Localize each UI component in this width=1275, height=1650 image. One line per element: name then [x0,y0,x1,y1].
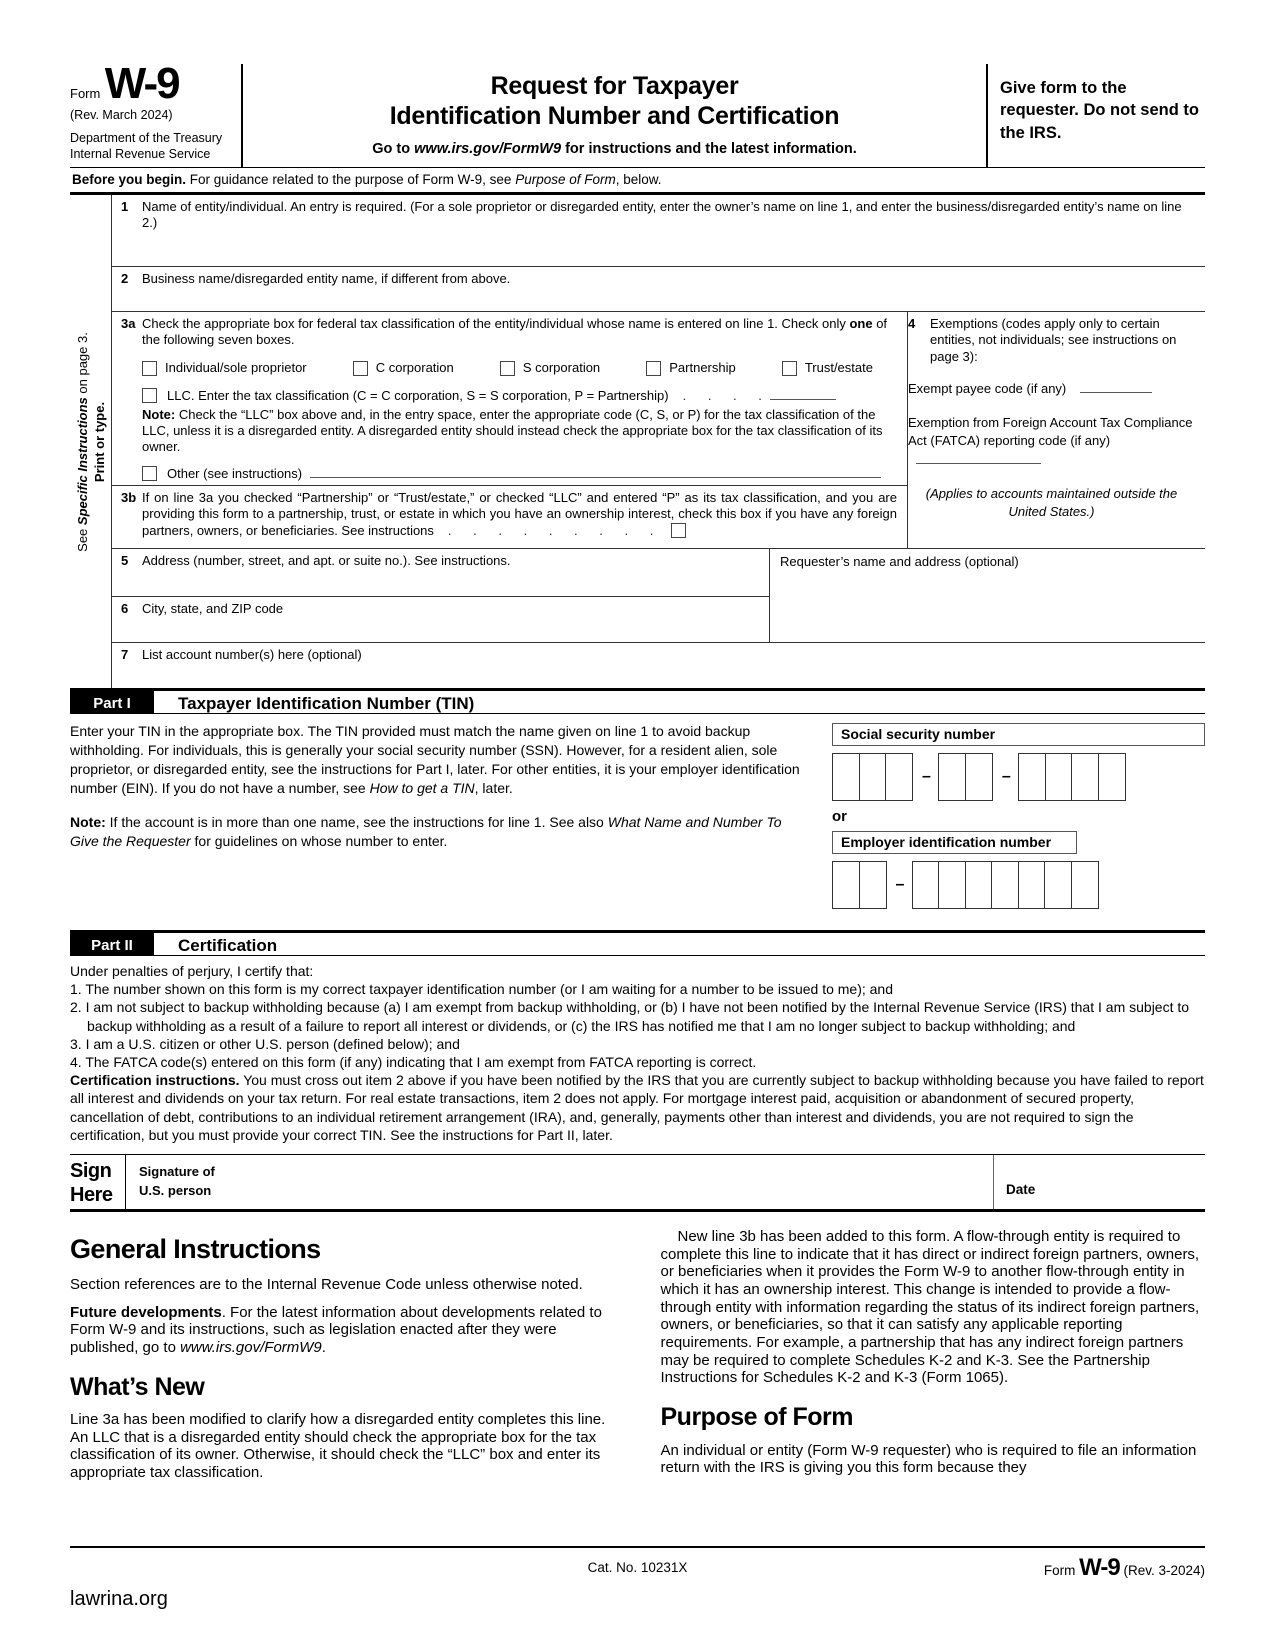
llc-option-row [142,387,897,404]
sidebar-specific-instructions: Specific Instructions [74,396,90,525]
s-corporation-checkbox[interactable] [500,361,515,376]
fatca-row [908,414,1195,471]
option-partnership [646,360,735,376]
line3a-intro-suffix: of the following seven boxes. [142,316,888,348]
give-form-notice: Give form to the requester. Do not send to the IRS. [1000,79,1199,142]
line2-label: Business name/disregarded entity name, if different from above. [142,271,511,287]
other-option-row [142,465,897,482]
print-or-type-sidebar [70,195,112,688]
site-watermark: lawrina.org [70,1588,168,1610]
option-trust-estate [782,360,873,376]
line1-number: 1 [121,199,129,215]
certification-item-4: 4. The FATCA code(s) entered on this form (if any) indicating that I am exempt from FATCA reporting is correct. [70,1054,757,1071]
footer-form-number: W-9 [1079,1554,1120,1581]
certification-item-1: 1. The number shown on this form is my correct taxpayer identification number (or I am waiting for a number to be issued to me); and [70,981,894,998]
part1-paragraph-italic: How to get a TIN [369,780,475,797]
signature-label-line1: Signature of [139,1163,215,1179]
ssn-digit-cell[interactable] [1071,753,1099,801]
goto-suffix: for instructions and the latest information. [561,141,857,157]
future-developments-url: www.irs.gov/FormW9 [180,1338,322,1356]
field-row-6 [112,597,769,642]
ssn-digit-cell[interactable] [965,753,993,801]
requester-label: Requester’s name and address (optional) [780,554,1019,570]
irs-url: www.irs.gov/FormW9 [414,141,562,157]
whats-new-paragraph: Line 3a has been modified to clarify how a disregarded entity completes this line. An LLC that is a disregarded entity should check the appropriate box for the tax classification of its owner. Otherwise, it should check the “LLC” box and enter its appropriate tax classification. [70,1411,606,1482]
tax-classification-options [142,349,897,376]
part1-paragraph-text: Enter your TIN in the appropriate box. The TIN provided must match the name given on line 1 to avoid backup withholding. For individuals, this is generally your social security number (SSN). However, for a resident alien, sole proprietor, or disregarded entity, see the instructions for Part I, later. For other entities, it is your employer identification number (EIN). If you do not have a number, see [70,723,800,797]
fatca-entry-space[interactable] [916,451,1041,464]
line2-number: 2 [121,271,129,287]
part1-title: Taxpayer Identification Number (TIN) [178,694,475,714]
option-partnership-label: Partnership [669,359,736,375]
certification-instructions [70,1071,1205,1144]
ein-boxes [832,861,1205,909]
instructions-left-column [70,1228,615,1492]
line7-number: 7 [121,647,129,663]
part2-badge: Part II [70,933,154,955]
goto-instruction [257,141,972,157]
or-label: or [832,808,847,826]
form-revision: (Rev. March 2024) [70,107,173,122]
part2-title: Certification [178,936,278,956]
option-c-corporation [353,360,454,376]
agency-label: Internal Revenue Service [70,146,211,161]
instructions-section [70,1228,1205,1492]
certification-intro: Under penalties of perjury, I certify that: [70,963,314,980]
classification-column [112,312,908,548]
footer-revision: (Rev. 3-2024) [1123,1563,1205,1578]
ein-digit-cell[interactable] [938,861,966,909]
individual-checkbox[interactable] [142,361,157,376]
before-bold: Before you begin. [72,172,187,188]
ssn-digit-cell[interactable] [885,753,913,801]
catalog-number: Cat. No. 10231X [587,1560,688,1575]
line1-cell [142,195,1205,266]
sidebar-see-suffix: on page 3. [74,331,90,397]
part2-body [70,956,1205,1144]
llc-dot-leader: . . . . [682,388,764,404]
sidebar-see-instructions [74,332,91,552]
tin-entry-column [822,714,1205,930]
fatca-label: Exemption from Foreign Account Tax Compliance Act (FATCA) reporting code (if any) [908,414,1193,449]
llc-note-bold: Note: [142,406,176,422]
field-row-1 [112,195,1205,267]
field-row-2 [112,267,1205,312]
line3b-number: 3b [121,490,137,506]
department-label: Department of the Treasury [70,130,223,145]
part1-badge: Part I [70,691,154,713]
line3a-intro-bold: one [849,316,873,332]
requester-cell [770,549,1205,642]
llc-checkbox[interactable] [142,388,157,403]
instructions-right-column [661,1228,1206,1492]
line3a-intro-text: Check the appropriate box for federal tax classification of the entity/individual whose name is entered on line 1. Check only [142,316,850,332]
part1-text-column [70,714,822,930]
ein-digit-cell[interactable] [991,861,1019,909]
before-you-begin-line [70,168,1205,195]
line6-label: City, state, and ZIP code [142,601,284,617]
field-row-3a [112,312,907,486]
option-individual [142,360,307,376]
part1-header-bar [70,688,1205,714]
field-row-3b [112,486,907,548]
ssn-boxes [832,753,1205,801]
exemptions-column [908,312,1205,548]
before-suffix: , below. [615,172,662,188]
ssn-dash: – [922,768,931,786]
field-block-3-4 [112,312,1205,549]
sign-here-row [70,1154,1205,1212]
llc-code-entry-space[interactable] [770,387,836,400]
llc-note-text: Check the “LLC” box above and, in the entry space, enter the appropriate code (C, S, or P) for the tax classification of the LLC, unless it is a disregarded entity. A disregarded entity should instead check the appropriate box for the tax classification of its owner. [142,406,883,455]
ssn-label-box: Social security number [832,723,1205,746]
exempt-payee-label: Exempt payee code (if any) [908,381,1067,397]
new-line-3b-paragraph: New line 3b has been added to this form. A flow-through entity is required to complete this line to indicate that it has direct or indirect foreign partners, owners, or beneficiaries when it provides the Form W-9 to another flow-through entity in which it has an ownership interest. This change is intended to provide a flow-through entity with information regarding the status of its indirect foreign partners, owners, or beneficiaries, so that it can satisfy any applicable reporting requirements. For example, a partnership that has any indirect foreign partners may be required to complete Schedules K-2 and K-3. See the Partnership Instructions for Schedules K-2 and K-3 (Form 1065). [660,1227,1200,1387]
address-column [112,549,770,642]
ein-digit-cell[interactable] [1044,861,1072,909]
certification-item-2: 2. I am not subject to backup withholding because (a) I am exempt from backup withholding, or (b) I have not been notified by the Internal Revenue Service (IRS) that I am subject to backup withholding as a result of a failure to report all interest or dividends, or (c) the IRS has notified me that I am no longer subject to backup withholding; and [70,999,1190,1034]
general-instructions-title: General Instructions [70,1233,321,1264]
line3b-dot-leader: . . . . . . . . . [447,522,656,538]
before-text: For guidance related to the purpose of Form W-9, see [186,172,516,188]
ein-label-box: Employer identification number [832,831,1077,854]
line2-cell [142,267,1205,311]
line4-number: 4 [908,316,916,332]
footer-form-reference [1044,1554,1205,1582]
option-trust-estate-label: Trust/estate [804,359,873,375]
form-word: Form [70,86,101,101]
ein-dash: – [895,876,905,894]
here-word: Here [70,1183,113,1206]
applies-note: (Applies to accounts maintained outside the United States.) [925,486,1178,519]
line1-label: Name of entity/individual. An entry is required. (For a sole proprietor or disregarded entity, enter the owner’s name on line 1, and enter the business/disregarded entity’s name on line 2.) [142,199,1182,231]
part1-body [70,714,1205,930]
field-block-5-6 [112,549,1205,643]
c-corporation-checkbox[interactable] [353,361,368,376]
line4-header [908,316,1195,365]
goto-prefix: Go to [372,141,415,157]
field-row-7 [112,643,1205,688]
ssn-digit-cell[interactable] [1018,753,1046,801]
part1-paragraph [70,722,806,798]
ein-digit-cell[interactable] [1018,861,1046,909]
future-developments-bold: Future developments [70,1303,222,1321]
certification-item-3: 3. I am a U.S. citizen or other U.S. person (defined below); and [70,1035,460,1052]
part1-note-bold: Note: [70,814,106,831]
footer-form-word: Form [1043,1563,1076,1578]
line7-label: List account number(s) here (optional) [142,647,362,663]
other-label: Other (see instructions) [167,465,303,481]
future-developments-paragraph [70,1304,615,1357]
form-number: W-9 [104,59,179,108]
part1-paragraph-suffix: , later. [474,780,513,797]
part1-note-italic: What Name and Number To Give the Requester [70,814,782,850]
date-label: Date [1006,1181,1036,1197]
other-checkbox[interactable] [142,466,157,481]
sidebar-print-or-type: Print or type. [91,401,107,482]
section-references-paragraph: Section references are to the Internal Revenue Code unless otherwise noted. [70,1275,583,1293]
line6-cell [142,597,769,642]
llc-note [142,407,897,456]
signature-cell[interactable] [125,1155,993,1209]
purpose-of-form-title: Purpose of Form [660,1403,854,1432]
ssn-digit-cell[interactable] [1045,753,1073,801]
exemptions-cell [908,316,1195,544]
future-developments-text: . For the latest information about developments related to Form W-9 and its instructions, such as legislation enacted after they were published, go to [70,1303,602,1356]
part1-note [70,813,806,851]
sidebar-see-prefix: See [74,524,90,552]
form-title-block [243,64,988,167]
certification-instructions-bold: Certification instructions. [70,1072,240,1089]
exempt-payee-row [908,380,1195,397]
line5-label: Address (number, street, and apt. or suite no.). See instructions. [142,553,511,569]
sign-here-label [70,1155,125,1209]
ein-digit-cell[interactable] [965,861,993,909]
sign-word: Sign [70,1159,112,1182]
option-c-corporation-label: C corporation [375,359,454,375]
signature-label-line2: U.S. person [139,1183,212,1199]
ssn-digit-cell[interactable] [1098,753,1126,801]
ssn-digit-cell[interactable] [832,753,860,801]
option-individual-label: Individual/sole proprietor [165,359,307,375]
ein-digit-cell[interactable] [859,861,887,909]
line4-label: Exemptions (codes apply only to certain entities, not individuals; see instructions on page 3): [930,316,1177,364]
foreign-partners-checkbox[interactable] [671,523,686,538]
whats-new-title: What’s New [70,1372,205,1401]
line3a-intro [142,316,897,349]
ein-digit-cell[interactable] [832,861,860,909]
llc-label: LLC. Enter the tax classification (C = C corporation, S = S corporation, P = Partnership) [167,388,669,404]
form-number-line [70,59,235,108]
line3a-number: 3a [121,316,136,332]
field-row-5 [112,549,769,597]
line7-cell [142,643,1205,688]
future-developments-suffix: . [321,1338,326,1356]
part1-note-suffix: for guidelines on whose number to enter. [190,833,448,850]
form-title-line2: Identification Number and Certification [389,101,840,130]
line5-number: 5 [121,553,129,569]
option-s-corporation [500,360,600,376]
line5-cell [142,549,769,596]
before-italic: Purpose of Form [515,172,616,188]
ssn-dash: – [1001,768,1011,786]
ssn-digit-cell[interactable] [859,753,887,801]
line3b-text: If on line 3a you checked “Partnership” or “Trust/estate,” or checked “LLC” and entered “P” as its tax classification, and you are providing this form to a partnership, trust, or estate in which you have an ownership interest, check this box if you have any foreign partners, owners, or beneficiaries. See instructions [142,490,897,538]
part1-note-text: If the account is in more than one name, see the instructions for line 1. See also [105,814,608,831]
sidebar-rotated-text [74,332,108,552]
line6-number: 6 [121,601,129,617]
certification-instructions-text: You must cross out item 2 above if you have been notified by the IRS that you are currently subject to backup withholding because you have failed to report all interest and dividends on your tax return. For real estate transactions, item 2 does not apply. For mortgage interest paid, acquisition or abandonment of secured property, cancellation of debt, contributions to an individual retirement arrangement (IRA), and, generally, payments other than interest and dividends, you are not required to sign the certification, but you must provide your correct TIN. See the instructions for Part II, later. [70,1072,1204,1143]
part2-header-bar [70,930,1205,956]
form-header [70,59,1205,168]
form-title-line1: Request for Taxpayer [490,72,739,100]
line3a-cell [142,312,907,485]
page-footer [70,1546,1205,1581]
exempt-payee-entry-space[interactable] [1080,380,1152,393]
line3b-cell [142,486,907,548]
field-rows [112,195,1205,688]
partnership-checkbox[interactable] [646,361,661,376]
ein-digit-cell[interactable] [1071,861,1099,909]
trust-estate-checkbox[interactable] [782,361,797,376]
option-s-corporation-label: S corporation [522,359,601,375]
form-identity-block [70,59,243,167]
other-entry-space[interactable] [310,465,881,478]
date-cell[interactable] [993,1155,1205,1209]
form-title [257,72,972,131]
ein-digit-cell[interactable] [912,861,940,909]
ssn-digit-cell[interactable] [938,753,966,801]
purpose-paragraph: An individual or entity (Form W-9 requester) who is required to file an information return with the IRS is giving you this form because they [660,1441,1197,1477]
form-fields-section [70,195,1205,688]
